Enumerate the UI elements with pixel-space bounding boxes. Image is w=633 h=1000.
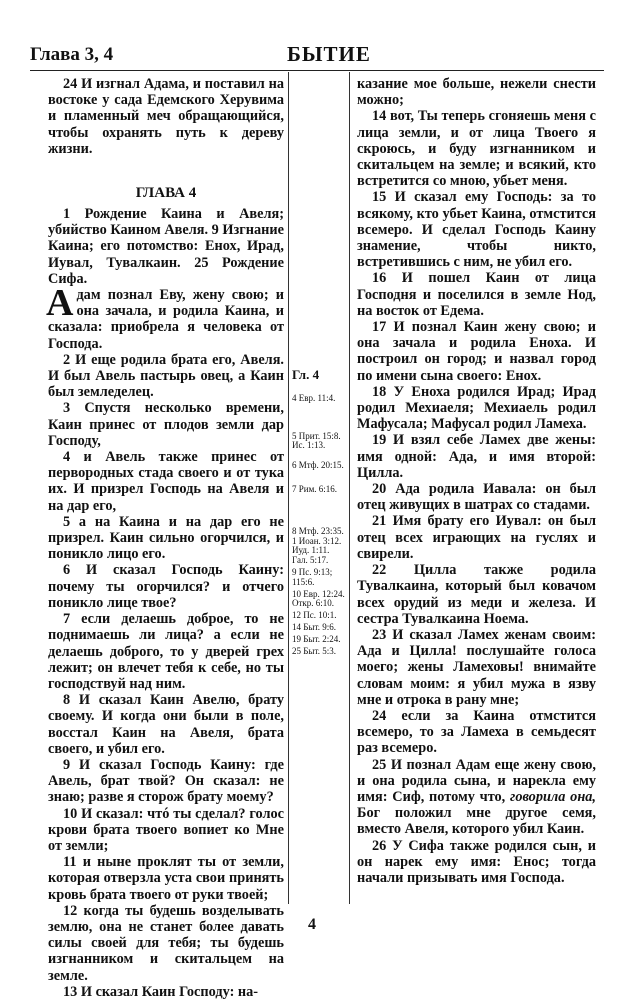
reference: 12 Пс. 10:1.: [292, 610, 337, 621]
verse: 14 вот, Ты теперь сгоняешь меня с лица земли, и от лица Твоего я скроюсь, и буду изгнанником и скитальцем на земле; и всякий, кто встретится со мною, убьет меня.: [357, 108, 596, 190]
column-divider-left: [288, 72, 289, 904]
verse-25-part-b: Бог положил мне другое семя, вместо Авеля, которого убил Каин.: [357, 805, 596, 838]
verse: 8 И сказал Каин Авелю, брату своему. И когда они были в поле, восстал Каин на Авеля, брата своего, и убил его.: [48, 692, 284, 757]
verse: 17 И познал Каин жену свою; и она зачала и родила Еноха. И построил он город; и назвал город по имени сына своего: Енох.: [357, 319, 596, 384]
verse-25: [357, 757, 596, 838]
verse-4-1: [46, 282, 284, 352]
page-number: 4: [308, 916, 316, 933]
verse: 13 И сказал Каин Господу: на-: [63, 983, 259, 1000]
verse: 23 И сказал Ламех женам своим: Ада и Цилла! послушайте голоса моего; жены Ламеховы! внимайте словам моим: я убил мужа в язву мне и отрока в рану мне;: [357, 626, 596, 708]
verse: 16 И пошел Каин от лица Господня и поселился в земле Нод, на восток от Едема.: [357, 270, 596, 319]
verse: 15 И сказал ему Господь: за то всякому, кто убьет Каина, отмстится всемеро. И сделал Господь Каину знамение, чтобы никто, встретившись с ним, не убил его.: [357, 189, 596, 271]
verse-13-continued: казание мое больше, нежели снести можно;: [357, 76, 596, 109]
cross-references: [292, 367, 346, 656]
chapter-summary: 1 Рождение Каина и Авеля; убийство Каином Авеля. 9 Изгнание Каина; его потомство: Енох, Ирад, Иувал, Тувалкаин. 25 Рождение Сифа.: [48, 206, 284, 287]
reference: 5 Прит. 15:8. Ис. 1:13.: [292, 430, 341, 451]
verse: 2 И еще родила брата его, Авеля. И был Авель пастырь овец, а Каин был земледелец.: [48, 351, 284, 401]
verse-4-1-text: дам познал Еву, жену свою; и она зачала, и родила Каина, и сказала: приобрела я человека от Господа.: [48, 287, 284, 352]
reference: 10 Евр. 12:24. Откр. 6:10.: [292, 588, 345, 609]
chapter-range-header: Глава 3, 4: [30, 44, 114, 65]
reference: 25 Быт. 5:3.: [292, 645, 336, 656]
verse: 24 если за Каина отмстится всемеро, то за Ламеха в семьдесят раз всемеро.: [357, 707, 596, 757]
verse: 11 и ныне проклят ты от земли, которая отверзла уста свои принять кровь брата твоего от руки твоей;: [48, 854, 284, 903]
verse: 10 И сказал: чтó ты сделал? голос крови брата твоего вопиет ко Мне от земли;: [48, 805, 284, 854]
reference: 19 Быт. 2:24.: [292, 633, 341, 644]
verse: 6 И сказал Господь Каину: почему ты огорчился? и отчего поникло лице твое?: [48, 562, 284, 611]
reference: 14 Быт. 9:6.: [292, 621, 336, 632]
verse: 5 а на Каина и на дар его не призрел. Каин сильно огорчился, и поникло лицо его.: [48, 513, 284, 563]
verse: 21 Имя брату его Иувал: он был отец всех играющих на гуслях и свирели.: [357, 513, 596, 562]
verse-25-part-a: 25 И познал Адам еще жену свою, и она родила сына, и нарекла ему имя: Сиф, потому что,: [357, 756, 596, 805]
book-title: БЫТИЕ: [287, 42, 371, 66]
reference: 7 Рим. 6:16.: [292, 483, 338, 494]
reference: 9 Пс. 9:13; 115:6.: [292, 566, 333, 587]
verse: 18 У Еноха родился Ирад; Ирад родил Мехиаеля; Мехиаель родил Мафусала; Мафусал родил Ламеха.: [357, 383, 596, 433]
column-divider-right: [349, 72, 350, 904]
verse: 22 Цилла также родила Тувалкаина, который был ковачом всех орудий из меди и железа. И сестра Тувалкаина Ноема.: [357, 562, 596, 627]
verse: 20 Ада родила Иавала: он был отец живущих в шатрах со стадами.: [357, 481, 596, 514]
reference: 6 Мтф. 20:15.: [292, 460, 344, 471]
verse: 3 Спустя несколько времени, Каин принес от плодов земли дар Господу,: [48, 400, 284, 449]
right-column: [357, 76, 596, 886]
left-column: [48, 76, 284, 1000]
verse: 19 И взял себе Ламех две жены: имя одной: Ада, и имя второй: Цилла.: [357, 432, 596, 481]
reference: 4 Евр. 11:4.: [292, 392, 336, 403]
verse: 4 и Авель также принес от первородных стада своего и от тука их. И призрел Господь на Авеля и на дар его,: [48, 449, 284, 514]
drop-cap: А: [46, 282, 74, 325]
verse: 12 когда ты будешь возделывать землю, она не станет более давать силы своей для тебя; ты будешь изгнанником и скитальцем на земле.: [48, 902, 284, 984]
references-heading: Гл. 4: [292, 367, 320, 382]
verse: 26 У Сифа также родился сын, и он нарек ему имя: Енос; тогда начали призывать имя Господа.: [357, 837, 596, 886]
header-rule: [30, 70, 604, 71]
verse: 7 если делаешь доброе, то не поднимаешь ли лица? а если не делаешь доброго, то у дверей грех лежит; он влечет тебя к себе, но ты господствуй над ним.: [48, 611, 284, 692]
verse-3-24: 24 И изгнал Адама, и поставил на востоке у сада Едемского Херувима и пламенный меч обращающийся, чтобы охранять путь к дереву жизни.: [48, 76, 284, 157]
chapter-title: ГЛАВА 4: [135, 185, 197, 202]
verse: 9 И сказал Господь Каину: где Авель, брат твой? Он сказал: не знаю; разве я сторож брату моему?: [48, 756, 284, 806]
reference: 8 Мтф. 23:35. 1 Иоан. 3:12. Иуд. 1:11. Гал. 5:17.: [292, 525, 344, 566]
verse-25-italic: говорила она,: [510, 788, 596, 805]
